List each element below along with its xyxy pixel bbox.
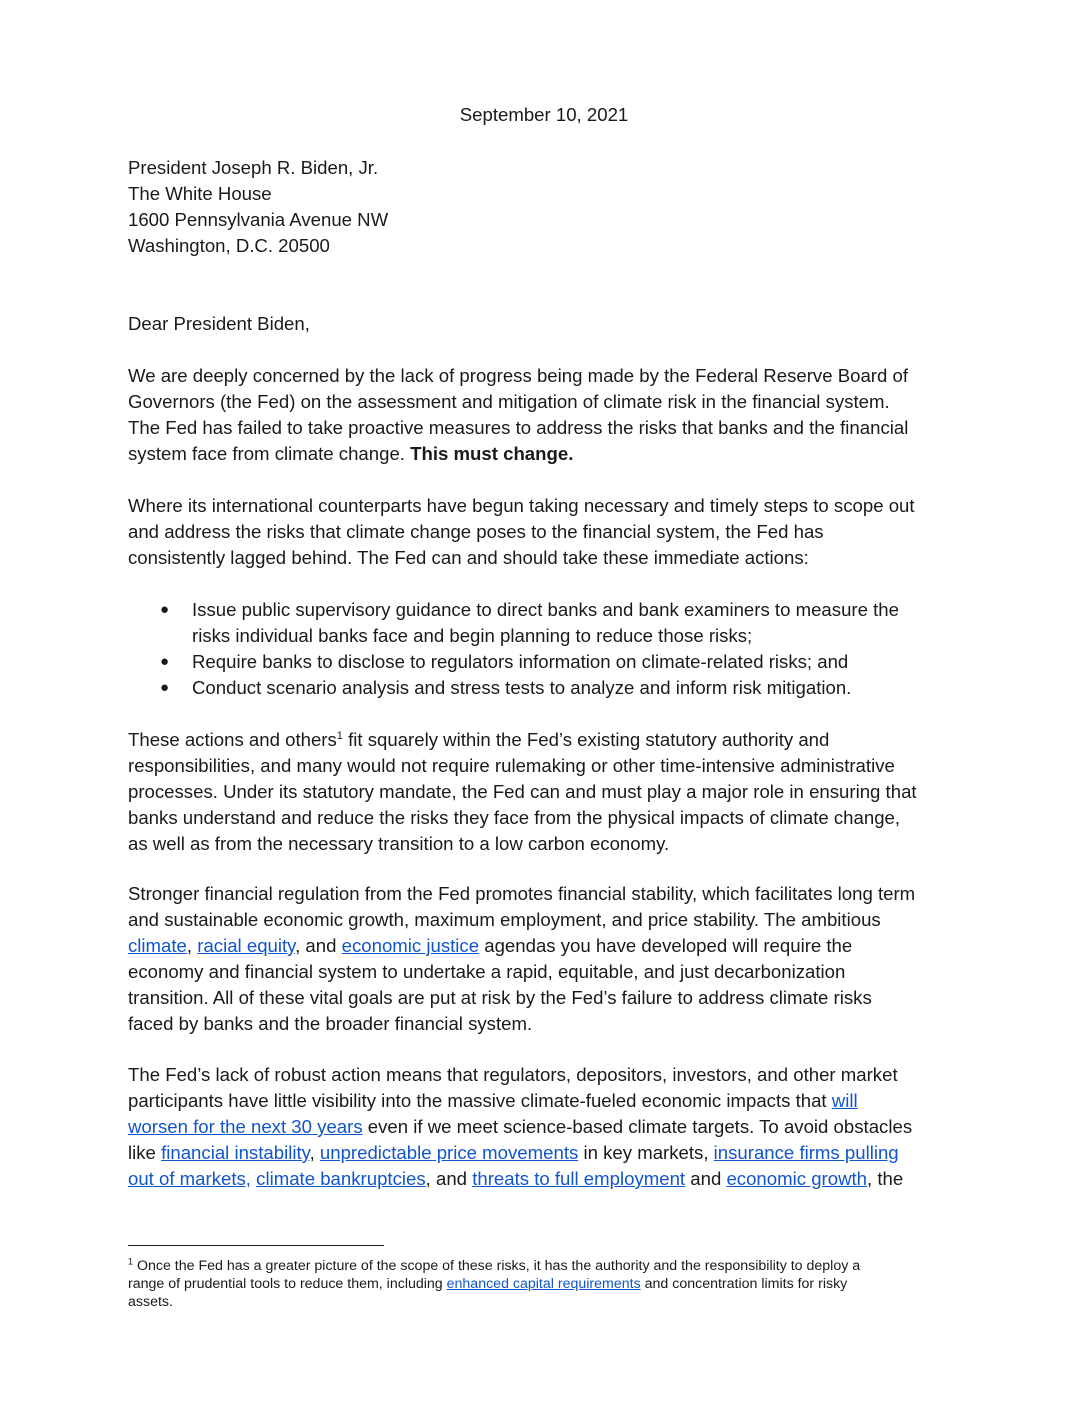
text-line: responsibilities, and many would not require rulemaking or other time-intensive administrative: [128, 755, 895, 776]
unpredictable-price-movements-link[interactable]: unpredictable price movements: [319, 1142, 579, 1163]
text-span: and: [685, 1168, 727, 1189]
text-span: agendas you have developed will require the: [479, 935, 853, 956]
address-line: President Joseph R. Biden, Jr.: [128, 157, 379, 178]
address-line: Washington, D.C. 20500: [128, 235, 330, 256]
text-span: , and: [295, 935, 342, 956]
bullet-icon: ●: [160, 679, 170, 696]
text-line: [128, 441, 573, 467]
address-line: 1600 Pennsylvania Avenue NW: [128, 209, 389, 230]
will-worsen-link[interactable]: will: [831, 1090, 858, 1111]
will-worsen-link[interactable]: worsen for the next 30 years: [128, 1116, 363, 1137]
text-span: like: [128, 1142, 162, 1163]
racial-equity-link[interactable]: racial equity: [197, 935, 296, 956]
text-line: Where its international counterparts have begun taking necessary and timely steps to scope out: [128, 495, 915, 516]
text-line: [128, 1166, 903, 1192]
footnote-line: assets.: [128, 1294, 173, 1310]
footnote-number: 1: [128, 1256, 134, 1267]
bullet-icon: ●: [160, 653, 170, 670]
text-line: [128, 727, 829, 753]
footnote-divider: [128, 1245, 384, 1246]
text-line: consistently lagged behind. The Fed can and should take these immediate actions:: [128, 547, 809, 568]
list-item: Conduct scenario analysis and stress tests to analyze and inform risk mitigation.: [192, 677, 852, 698]
text-line: The Fed has failed to take proactive measures to address the risks that banks and the financial: [128, 417, 909, 438]
insurance-firms-link[interactable]: out of markets,: [128, 1168, 251, 1189]
text-line: Governors (the Fed) on the assessment and mitigation of climate risk in the financial system.: [128, 391, 890, 412]
economic-growth-link[interactable]: economic growth: [726, 1168, 868, 1189]
climate-link[interactable]: climate: [128, 935, 187, 956]
climate-bankruptcies-link[interactable]: climate bankruptcies: [256, 1168, 426, 1189]
text-line: and sustainable economic growth, maximum employment, and price stability. The ambitious: [128, 909, 881, 930]
text-span: , the: [867, 1168, 904, 1189]
text-line: The Fed’s lack of robust action means that regulators, depositors, investors, and other market: [128, 1064, 898, 1085]
text-span: range of prudential tools to reduce them, including: [128, 1276, 447, 1292]
economic-justice-link[interactable]: economic justice: [341, 935, 480, 956]
text-span: Once the Fed has a greater picture of the scope of these risks, it has the authority and the responsibility to deploy a: [133, 1258, 861, 1274]
text-line: [128, 933, 852, 959]
list-item: Require banks to disclose to regulators information on climate-related risks; and: [192, 651, 849, 672]
text-line: faced by banks and the broader financial system.: [128, 1013, 533, 1034]
text-span: fit squarely within the Fed’s existing statutory authority and: [342, 729, 830, 750]
text-line: We are deeply concerned by the lack of progress being made by the Federal Reserve Board of: [128, 365, 909, 386]
text-line: banks understand and reduce the risks they face from the physical impacts of climate change,: [128, 807, 901, 828]
text-line: and address the risks that climate change poses to the financial system, the Fed has: [128, 521, 824, 542]
enhanced-capital-requirements-link[interactable]: enhanced capital requirements: [446, 1276, 641, 1292]
text-span: participants have little visibility into the massive climate-fueled economic impacts that: [128, 1090, 832, 1111]
text-span: These actions and others: [128, 729, 337, 750]
letter-date: September 10, 2021: [459, 104, 629, 125]
financial-instability-link[interactable]: financial instability: [161, 1142, 310, 1163]
address-line: The White House: [128, 183, 272, 204]
threats-to-full-employment-link[interactable]: threats to full employment: [472, 1168, 686, 1189]
footnote-line: [128, 1275, 847, 1293]
text-line: economy and financial system to undertake a rapid, equitable, and just decarbonization: [128, 961, 846, 982]
text-line: [128, 1140, 899, 1166]
list-item: risks individual banks face and begin planning to reduce those risks;: [192, 625, 753, 646]
text-span: and concentration limits for risky: [640, 1276, 848, 1292]
text-line: [128, 1114, 912, 1140]
bullet-icon: ●: [160, 601, 170, 618]
emphasis-text: This must change.: [410, 443, 574, 464]
text-line: processes. Under its statutory mandate, the Fed can and must play a major role in ensuring that: [128, 781, 917, 802]
footnote-line: [128, 1257, 860, 1275]
text-line: transition. All of these vital goals are put at risk by the Fed’s failure to address climate risks: [128, 987, 872, 1008]
text-span: even if we meet science-based climate targets. To avoid obstacles: [362, 1116, 913, 1137]
text-line: as well as from the necessary transition to a low carbon economy.: [128, 833, 670, 854]
text-span: , and: [425, 1168, 473, 1189]
text-line: [128, 1088, 858, 1114]
insurance-firms-link[interactable]: insurance firms pulling: [713, 1142, 899, 1163]
footnote-reference[interactable]: 1: [336, 729, 343, 742]
text-span: ,: [309, 1142, 320, 1163]
text-line: Stronger financial regulation from the Fed promotes financial stability, which facilitates long term: [128, 883, 916, 904]
text-span: ,: [186, 935, 198, 956]
list-item: Issue public supervisory guidance to direct banks and bank examiners to measure the: [192, 599, 899, 620]
text-span: in key markets,: [578, 1142, 714, 1163]
salutation: Dear President Biden,: [128, 313, 310, 334]
text-span: system face from climate change.: [128, 443, 411, 464]
